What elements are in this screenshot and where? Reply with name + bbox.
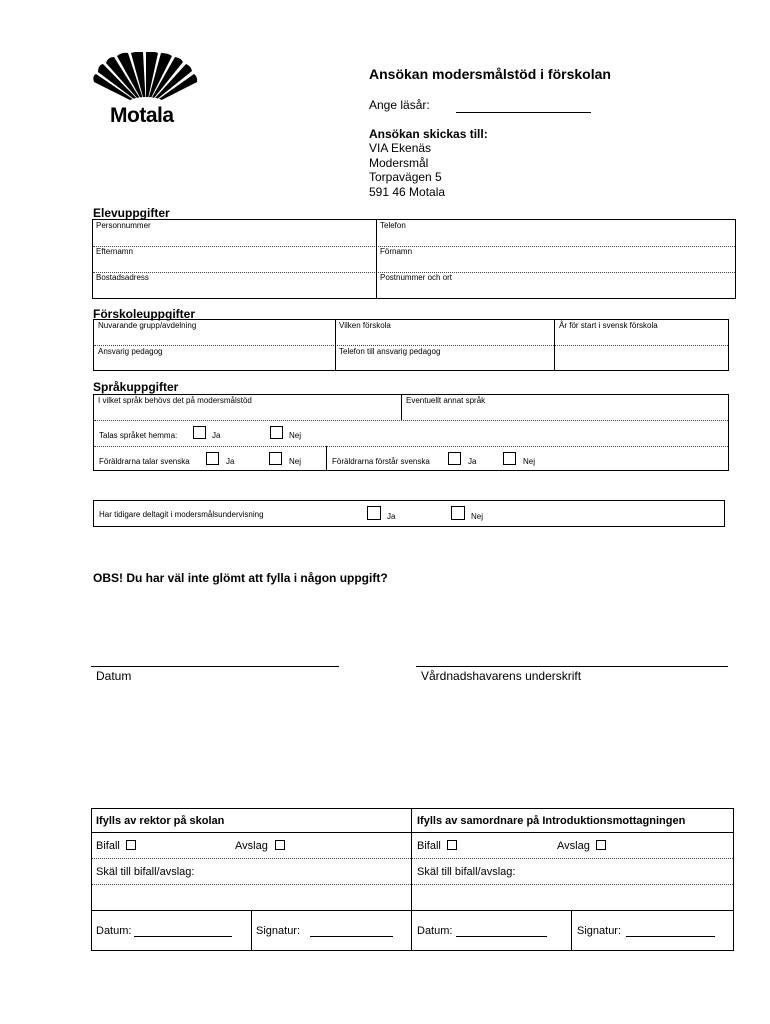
divider [571,910,572,951]
send-to-label: Ansökan skickas till: [369,127,488,141]
tidigare-nej-checkbox[interactable] [451,506,465,520]
ar-start-field[interactable]: År för start i svensk förskola [559,321,658,330]
divider [92,910,733,911]
skal-left-label[interactable]: Skäl till bifall/avslag: [96,866,195,878]
motala-logo [86,52,206,132]
divider [251,910,252,951]
divider [554,319,555,371]
bifall-right-checkbox[interactable] [447,840,457,850]
bifall-left-label: Bifall [96,840,120,852]
avslag-left-label: Avslag [235,840,268,852]
bifall-right-label: Bifall [417,840,441,852]
datum-right-label: Datum: [417,925,453,937]
elev-table [92,219,736,299]
forstar-nej-checkbox[interactable] [503,452,516,465]
bifall-left-checkbox[interactable] [126,840,136,850]
talar-ja-checkbox[interactable] [206,452,219,465]
section-heading-elev: Elevuppgifter [93,206,170,220]
address-line-2: Modersmål [369,156,429,170]
divider [376,219,377,299]
tidigare-ja-checkbox[interactable] [367,506,381,520]
nej-label: Nej [523,457,536,466]
underskrift-label: Vårdnadshavarens underskrift [421,669,582,683]
avslag-right-label: Avslag [557,840,590,852]
datum-left-line[interactable] [134,936,232,937]
divider [93,246,735,247]
forstar-ja-checkbox[interactable] [448,452,461,465]
nej-label: Nej [471,512,484,521]
fan-emblem-icon [86,52,206,110]
address-line-3: Torpavägen 5 [369,170,442,184]
signatur-left-label: Signatur: [256,925,301,937]
logo-text: Motala [110,104,174,127]
ja-label: Ja [226,457,235,466]
divider [326,446,327,471]
hemma-nej-checkbox[interactable] [270,426,283,439]
vilket-sprak-field[interactable]: I vilket språk behövs det på modersmålstöd [98,396,252,405]
divider [92,884,733,885]
signatur-right-label: Signatur: [577,925,622,937]
telefon-pedagog-field[interactable]: Telefon till ansvarig pedagog [339,347,441,356]
underskrift-line[interactable] [416,666,728,667]
telefon-field[interactable]: Telefon [380,221,406,230]
vilken-forskola-field[interactable]: Vilken förskola [339,321,391,330]
datum-line[interactable] [91,666,339,667]
hemma-label: Talas språket hemma: [99,431,178,440]
hemma-ja-checkbox[interactable] [193,426,206,439]
pedagog-field[interactable]: Ansvarig pedagog [98,347,163,356]
divider [335,319,336,371]
section-heading-forskola: Förskoleuppgifter [93,307,196,321]
ja-label: Ja [387,512,396,521]
ja-label: Ja [468,457,477,466]
signatur-right-line[interactable] [626,936,715,937]
rektor-title: Ifylls av rektor på skolan [96,815,225,827]
address-line-1: VIA Ekenäs [369,141,432,155]
signatur-left-line[interactable] [310,936,393,937]
datum-label: Datum [96,669,132,683]
foraldrar-talar-label: Föräldrarna talar svenska [99,457,190,466]
annat-sprak-field[interactable]: Eventuellt annat språk [406,396,486,405]
divider [94,345,728,346]
section-heading-sprak: Språkuppgifter [93,380,179,394]
obs-notice: OBS! Du har väl inte glömt att fylla i någon uppgift? [93,571,388,585]
foraldrar-forstar-label: Föräldrarna förstår svenska [332,457,430,466]
divider [92,858,733,859]
divider [94,420,728,421]
avslag-left-checkbox[interactable] [275,840,285,850]
divider [401,394,402,420]
personnummer-field[interactable]: Personnummer [96,221,151,230]
fornamn-field[interactable]: Förnamn [380,247,413,256]
datum-left-label: Datum: [96,925,132,937]
address-line-4: 591 46 Motala [369,185,446,199]
datum-right-line[interactable] [456,936,547,937]
efternamn-field[interactable]: Efternamn [96,247,133,256]
nej-label: Nej [289,457,302,466]
ja-label: Ja [212,431,221,440]
divider [92,832,733,833]
year-label: Ange läsår: [369,98,430,112]
bostadsadress-field[interactable]: Bostadsadress [96,273,149,282]
postnummer-field[interactable]: Postnummer och ort [380,273,453,282]
page-title: Ansökan modersmålstöd i förskolan [369,66,611,82]
tidigare-label: Har tidigare deltagit i modersmålsundervisning [99,510,264,519]
avslag-right-checkbox[interactable] [596,840,606,850]
nej-label: Nej [289,431,302,440]
skal-right-label[interactable]: Skäl till bifall/avslag: [417,866,516,878]
year-field[interactable] [456,112,591,113]
divider [94,446,728,447]
divider [411,808,412,951]
samordnare-title: Ifylls av samordnare på Introduktionsmottagningen [417,815,686,827]
grupp-field[interactable]: Nuvarande grupp/avdelning [98,321,197,330]
office-table [91,808,734,951]
talar-nej-checkbox[interactable] [269,452,282,465]
